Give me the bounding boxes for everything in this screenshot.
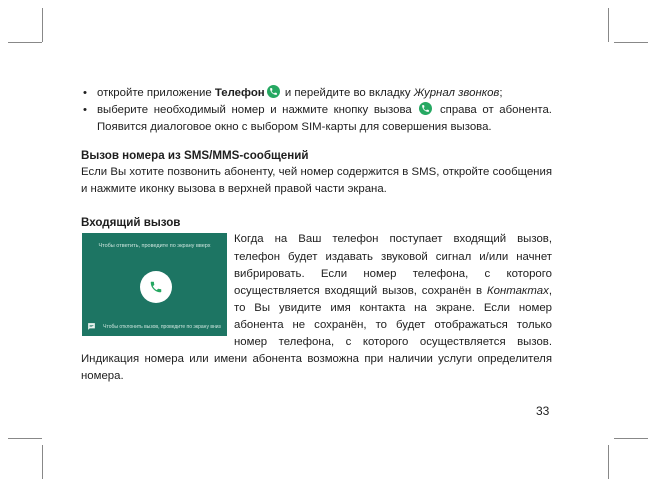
phone-icon: [419, 102, 432, 115]
phone-icon: [149, 280, 163, 294]
section-text: Если Вы хотите позвонить абоненту, чей номер содержится в SMS, откройте сообщения и нажмите иконку вызова в верхней правой части экрана.: [81, 166, 552, 196]
answer-hint: Чтобы ответить, проведите по экрану вверх: [98, 243, 211, 250]
page-number: 33: [536, 404, 550, 418]
section-text: Когда на Ваш телефон поступает входящий вызов, телефон будет издавать звуковой сигнал и/или начнет вибрировать. Если номер телефона, с которого осуществляется входящий вызов, сохранён в Контактах, то Вы увидите имя контакта на экране. Если номер абонента не сохранён, то будет отображаться только номер телефона, с которого осуществляется вызов. Индикация номера или имени абонента возможна при наличии услуги определителя номера.: [81, 233, 552, 383]
contacts-name: Контактах: [486, 284, 549, 297]
crop-mark: [614, 438, 648, 439]
instruction-list: [81, 85, 552, 136]
crop-mark: [8, 438, 42, 439]
section-heading: Входящий вызов: [81, 216, 181, 230]
crop-mark: [608, 445, 609, 479]
phone-app-name: Телефон: [214, 87, 265, 99]
list-item: • откройте приложение Телефон и перейдите во вкладку Журнал звонков;: [81, 85, 552, 102]
sms-section: [81, 147, 552, 198]
call-log-tab-name: Журнал звонков: [413, 87, 500, 99]
crop-mark: [42, 8, 43, 42]
incoming-call-section: [81, 214, 552, 385]
crop-mark: [608, 8, 609, 42]
incoming-call-screenshot: [82, 233, 227, 336]
answer-button: [140, 271, 172, 303]
crop-mark: [42, 445, 43, 479]
message-icon: [87, 322, 96, 331]
decline-hint: Чтобы отклонить вызов, проведите по экрану вниз: [103, 323, 221, 330]
list-item: • выберите необходимый номер и нажмите кнопку вызова справа от абонента. Появится диалоговое окно с выбором SIM-карты для совершения вызова.: [81, 102, 552, 136]
crop-mark: [614, 42, 648, 43]
page-content: [81, 85, 552, 385]
crop-mark: [8, 42, 42, 43]
section-heading: Вызов номера из SMS/MMS-сообщений: [81, 149, 309, 163]
phone-icon: [267, 85, 280, 98]
